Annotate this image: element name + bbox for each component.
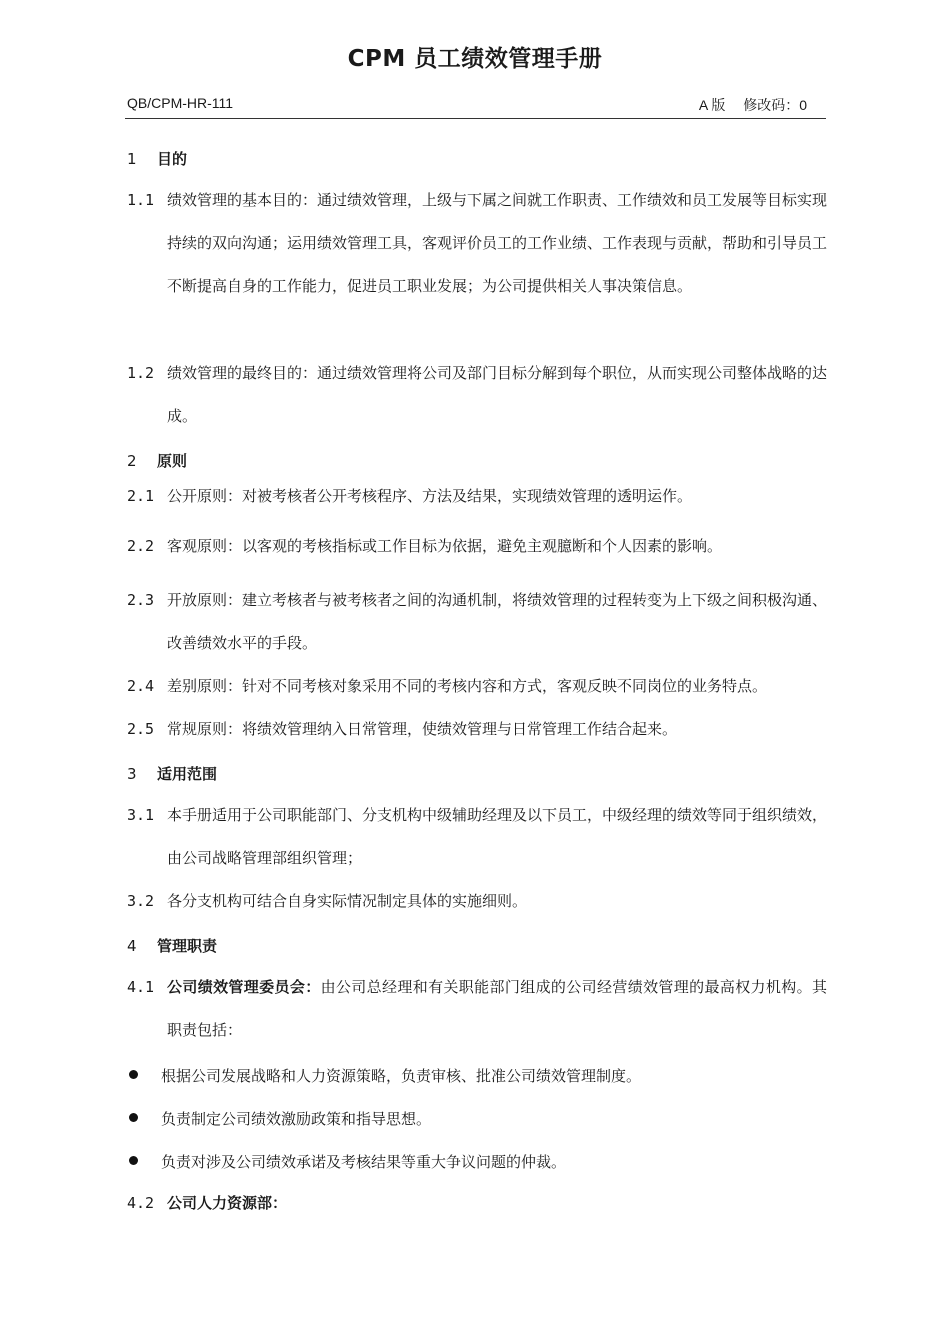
section-number: 4 [127,937,137,955]
clause-text: 本手册适用于公司职能部门、分支机构中级辅助经理及以下员工，中级经理的绩效等同于组织绩效，由公司战略管理部组织管理； [167,806,828,867]
bullet-text: 负责制定公司绩效激励政策和指导思想。 [161,1110,432,1128]
clause-text: 公开原则：对被考核者公开考核程序、方法及结果，实现绩效管理的透明运作。 [167,487,693,505]
bullet-dot-icon [129,1113,138,1122]
clause-number: 1.1 [127,191,155,209]
clause-1-1 [127,179,827,308]
section-number: 3 [127,765,137,783]
clause-1-2 [127,352,827,438]
clause-2-2 [127,525,827,568]
bullet-text: 负责对涉及公司绩效承诺及考核结果等重大争议问题的仲裁。 [161,1153,567,1171]
clause-text: 客观原则：以客观的考核指标或工作目标为依据，避免主观臆断和个人因素的影响。 [167,537,723,555]
clause-number: 4.2 [127,1194,155,1212]
clause-4-2 [127,1182,827,1225]
section-number: 2 [127,452,137,470]
clause-text: 差别原则：针对不同考核对象采用不同的考核内容和方式，客观反映不同岗位的业务特点。 [167,677,768,695]
clause-2-5 [127,708,827,751]
clause-text: 绩效管理的最终目的：通过绩效管理将公司及部门目标分解到每个职位，从而实现公司整体战略的达成。 [167,364,828,425]
document-code: QB/CPM-HR-111 [127,95,234,111]
clause-number: 4.1 [127,978,155,996]
bullet-item-1 [127,1065,827,1086]
bullet-dot-icon [129,1156,138,1165]
bullet-text: 根据公司发展战略和人力资源策略，负责审核、批准公司绩效管理制度。 [161,1067,642,1085]
clause-number: 3.1 [127,806,155,824]
section-title: 目的 [157,150,188,168]
clause-number: 2.2 [127,537,155,555]
bullet-dot-icon [129,1070,138,1079]
clause-number: 2.5 [127,720,155,738]
clause-bold-lead: 公司人力资源部： [167,1194,288,1212]
section-heading-3 [127,763,827,784]
bullet-item-3 [127,1151,827,1172]
clause-body [167,1182,827,1225]
section-number: 1 [127,150,137,168]
clause-number: 3.2 [127,892,155,910]
clause-text: 常规原则：将绩效管理纳入日常管理，使绩效管理与日常管理工作结合起来。 [167,720,678,738]
clause-text: 绩效管理的基本目的：通过绩效管理，上级与下属之间就工作职责、工作绩效和员工发展等目标实现持续的双向沟通；运用绩效管理工具，客观评价员工的工作业绩、工作表现与贡献，帮助和引导员工不断提高自身的工作能力，促进员工职业发展；为公司提供相关人事决策信息。 [167,191,828,295]
document-title: CPM 员工绩效管理手册 [347,46,603,72]
section-title: 原则 [157,452,188,470]
clause-3-1 [127,794,827,880]
clause-text: 由公司总经理和有关职能部门组成的公司经营绩效管理的最高权力机构。其职责包括： [167,978,827,1039]
clause-text: 开放原则：建立考核者与被考核者之间的沟通机制，将绩效管理的过程转变为上下级之间积极沟通、改善绩效水平的手段。 [167,591,828,652]
clause-number: 2.4 [127,677,155,695]
clause-bold-lead: 公司绩效管理委员会： [167,978,321,996]
clause-text: 各分支机构可结合自身实际情况制定具体的实施细则。 [167,892,528,910]
section-heading-4 [127,935,827,956]
clause-body [167,966,827,1052]
clause-4-1 [127,966,827,1052]
clause-2-4 [127,665,827,708]
section-title: 管理职责 [157,937,218,955]
header-divider [125,118,826,119]
section-title: 适用范围 [157,765,218,783]
clause-number: 2.1 [127,487,155,505]
clause-number: 1.2 [127,364,155,382]
version-info: A 版 修改码：0 [698,97,807,113]
clause-3-2 [127,880,827,923]
clause-2-1 [127,475,827,518]
bullet-item-2 [127,1108,827,1129]
section-heading-2 [127,450,827,471]
clause-number: 2.3 [127,591,155,609]
clause-2-3 [127,579,827,665]
section-heading-1 [127,148,827,169]
